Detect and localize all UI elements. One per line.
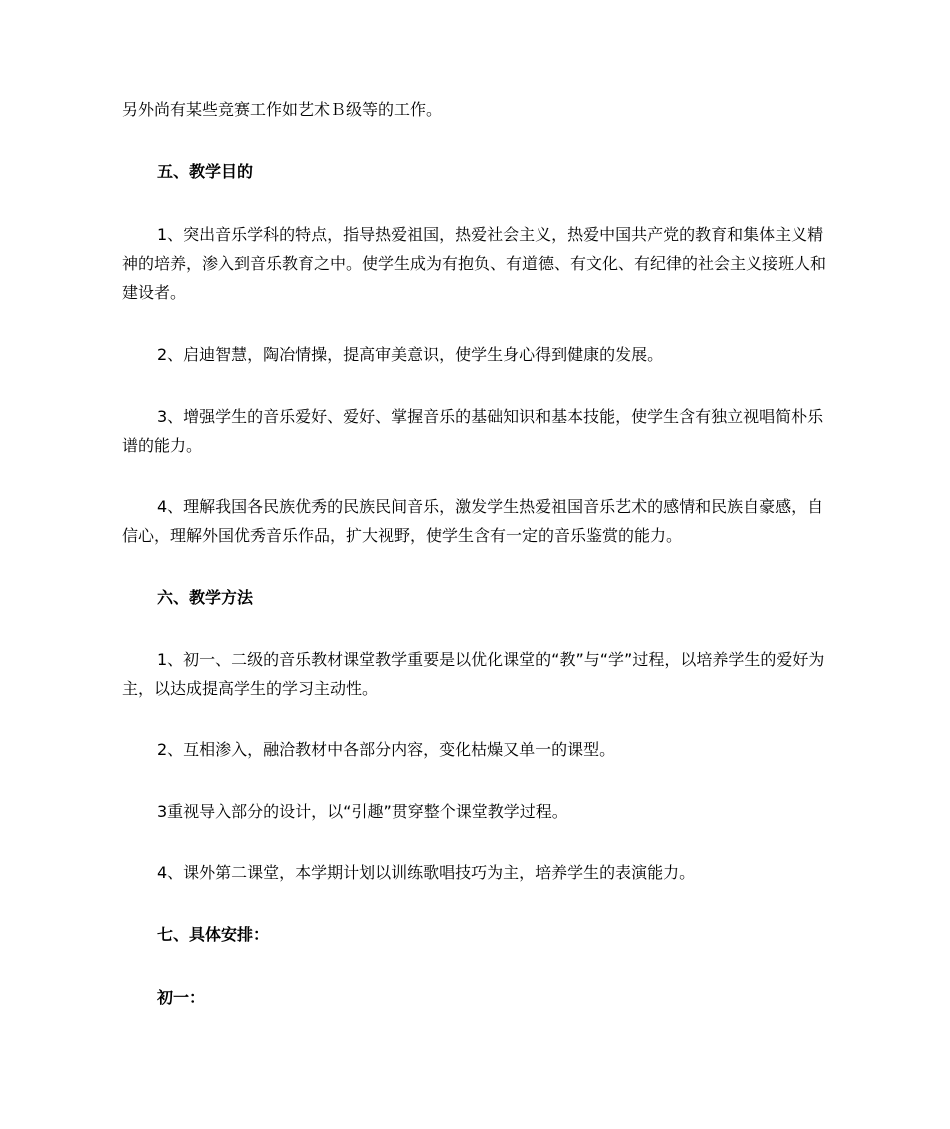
paragraph-goal-3: 3、增强学生的音乐爱好、爱好、掌握音乐的基础知识和基本技能，使学生含有独立视唱简朴乐谱的能力。	[122, 407, 824, 455]
paragraph-method-3: 3重视导入部分的设计，以“引趣”贯穿整个课堂教学过程。	[157, 802, 568, 821]
paragraph-goal-1: 1、突出音乐学科的特点，指导热爱祖国，热爱社会主义，热爱中国共产党的教育和集体主义精神的培养，渗入到音乐教育之中。使学生成为有抱负、有道德、有文化、有纪律的社会主义接班人和建设者。	[122, 225, 827, 302]
paragraph-goal-2: 2、启迪智慧，陶冶情操，提高审美意识，使学生身心得到健康的发展。	[157, 345, 664, 364]
heading-teaching-goals: 五、教学目的	[157, 162, 254, 181]
paragraph-intro: 另外尚有某些竞赛工作如艺术Ｂ级等的工作。	[122, 100, 443, 119]
heading-teaching-methods: 六、教学方法	[157, 588, 254, 607]
paragraph-goal-4: 4、理解我国各民族优秀的民族民间音乐，激发学生热爱祖国音乐艺术的感情和民族自豪感，自信心，理解外国优秀音乐作品，扩大视野，使学生含有一定的音乐鉴赏的能力。	[122, 497, 824, 545]
paragraph-method-4: 4、课外第二课堂，本学期计划以训练歌唱技巧为主，培养学生的表演能力。	[157, 863, 696, 882]
paragraph-method-1: 1、初一、二级的音乐教材课堂教学重要是以优化课堂的“教”与“学”过程，以培养学生的爱好为主，以达成提高学生的学习主动性。	[122, 650, 825, 698]
heading-specific-arrangement: 七、具体安排：	[157, 925, 270, 944]
subheading-grade-one: 初一：	[157, 988, 206, 1007]
paragraph-method-2: 2、互相渗入，融洽教材中各部分内容，变化枯燥又单一的课型。	[157, 740, 616, 759]
